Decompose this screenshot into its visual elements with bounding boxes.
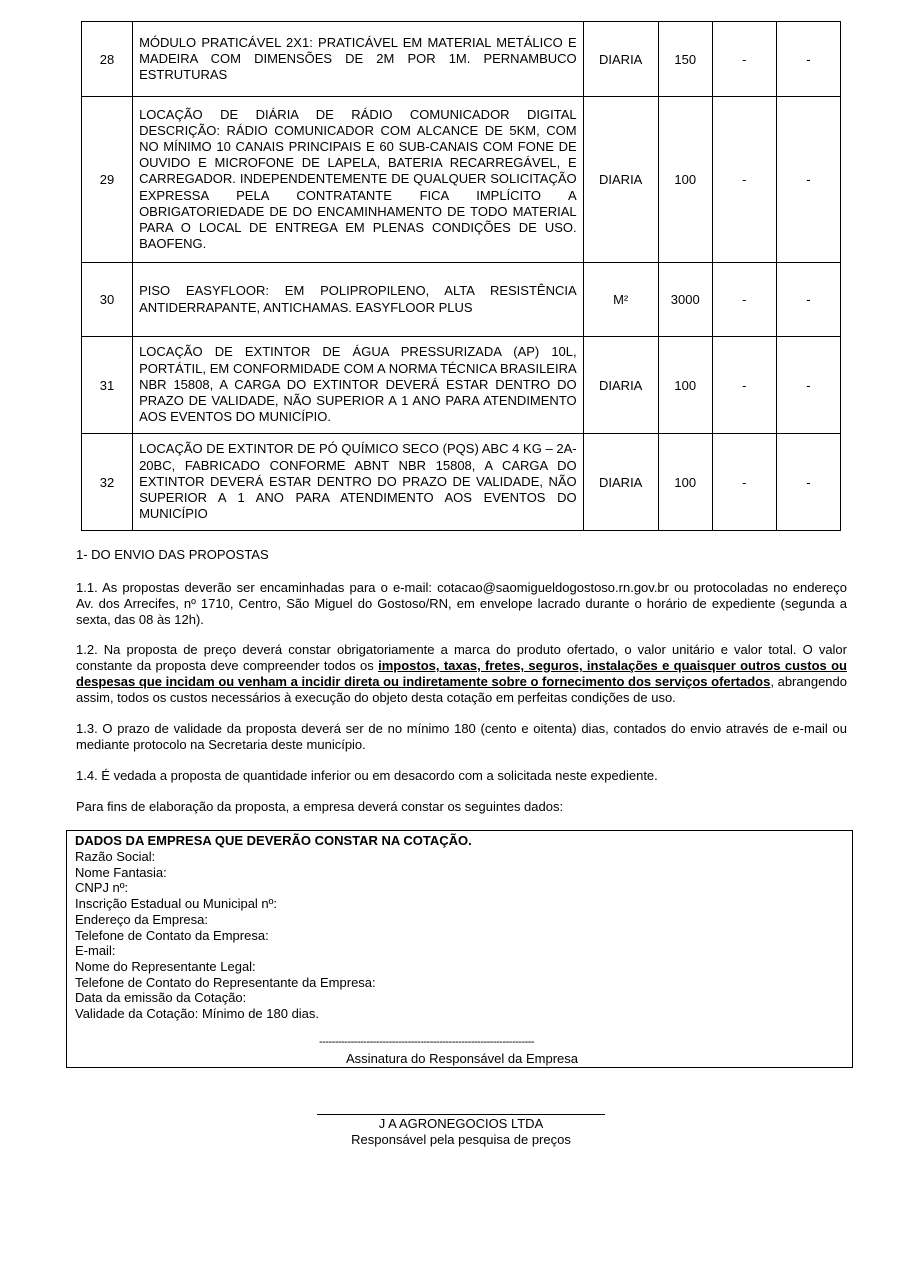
item-number: 28 — [82, 22, 133, 97]
item-total-price: - — [776, 337, 840, 434]
item-description: MÓDULO PRATICÁVEL 2X1: PRATICÁVEL EM MATERIAL METÁLICO E MADEIRA COM DIMENSÕES DE 2M POR 1M. PERNAMBUCO ESTRUTURAS — [133, 22, 584, 97]
item-unit-price: - — [712, 22, 776, 97]
footer-company-name: J A AGRONEGOCIOS LTDA — [378, 1116, 544, 1131]
item-description: LOCAÇÃO DE EXTINTOR DE PÓ QUÍMICO SECO (PQS) ABC 4 KG – 2A-20BC, FABRICADO CONFORME ABNT NBR 15808, A CARGA DO EXTINTOR DEVERÁ ESTAR DENTRO DO PRAZO DE VALIDADE, NÃO SUPERIOR A 1 ANO PARA ATENDIMENTO AOS EVENTOS DO MUNICÍPIO — [133, 434, 584, 531]
company-data-title: DADOS DA EMPRESA QUE DEVERÃO CONSTAR NA COTAÇÃO. — [75, 833, 472, 848]
item-unit: DIARIA — [583, 22, 658, 97]
field-label: Nome do Representante Legal: — [75, 958, 256, 974]
field-label: Data da emissão da Cotação: — [75, 990, 247, 1006]
field-label: Telefone de Contato da Empresa: — [75, 927, 269, 943]
item-quantity: 100 — [658, 97, 712, 263]
item-number: 29 — [82, 97, 133, 263]
paragraph-1-4: 1.4. É vedada a proposta de quantidade inferior ou em desacordo com a solicitada neste expediente. — [76, 768, 658, 783]
item-description: LOCAÇÃO DE EXTINTOR DE ÁGUA PRESSURIZADA (AP) 10L, PORTÁTIL, EM CONFORMIDADE COM A NORMA TÉCNICA BRASILEIRA NBR 15808, A CARGA DO EXTINTOR DEVERÁ ESTAR DENTRO DO PRAZO DE VALIDADE, NÃO SUPERIOR A 1 ANO PARA ATENDIMENTO AOS EVENTOS DO MUNICÍPIO. — [133, 337, 584, 434]
table-row — [82, 97, 841, 263]
items-table — [81, 21, 841, 531]
footer-role: Responsável pela pesquisa de preços — [351, 1132, 571, 1147]
item-unit: DIARIA — [583, 97, 658, 263]
item-unit: M² — [583, 263, 658, 337]
item-description: LOCAÇÃO DE DIÁRIA DE RÁDIO COMUNICADOR DIGITAL DESCRIÇÃO: RÁDIO COMUNICADOR COM ALCANCE DE 5KM, COM NO MÍNIMO 10 CANAIS PRINCIPAIS E 60 SUB-CANAIS COM FONE DE OUVIDO E MICROFONE DE LAPELA, BATERIA RECARREGÁVEL, E CARREGADOR. INDEPENDENTEMENTE DE QUALQUER SOLICITAÇÃO EXPRESSA PELA CONTRATANTE FICA IMPLÍCITO A OBRIGATORIEDADE DE DO ENCAMINHAMENTO DE TODO MATERIAL PARA O LOCAL DE ENTREGA EM PLENAS CONDIÇÕES DE USO. BAOFENG. — [133, 97, 584, 263]
item-unit: DIARIA — [583, 337, 658, 434]
item-number: 32 — [82, 434, 133, 531]
field-label: Telefone de Contato do Representante da Empresa: — [75, 974, 376, 990]
company-data-box — [66, 830, 853, 1068]
item-quantity: 3000 — [658, 263, 712, 337]
item-total-price: - — [776, 263, 840, 337]
table-row — [82, 22, 841, 97]
item-quantity: 150 — [658, 22, 712, 97]
paragraph-1-2 — [76, 642, 847, 706]
item-total-price: - — [776, 434, 840, 531]
footer-signature-line — [317, 1114, 605, 1115]
field-label: Nome Fantasia: — [75, 864, 167, 880]
table-row — [82, 434, 841, 531]
paragraph-1-1: 1.1. As propostas deverão ser encaminhadas para o e-mail: cotacao@saomigueldogostoso.rn.gov.br ou protocoladas no endereço Av. dos Arrecifes, nº 1710, Centro, São Miguel do Gostoso/RN, em envelope lacrado durante o horário de expediente (segunda a sexta, das 08 às 12h). — [76, 580, 847, 627]
item-quantity: 100 — [658, 337, 712, 434]
field-label: Razão Social: — [75, 849, 156, 864]
field-label: Validade da Cotação: Mínimo de 180 dias. — [75, 1006, 320, 1022]
signature-label: Assinatura do Responsável da Empresa — [346, 1051, 578, 1066]
item-number: 31 — [82, 337, 133, 434]
paragraph-1-2-emphasis: impostos, taxas, fretes, seguros, instalações e quaisquer outros custos ou despesas que incidam ou venham a incidir direta ou indiretamente sobre o fornecimento dos serviços ofertados — [76, 658, 847, 689]
paragraph-1-2-text-end: , abrangendo assim, todos os custos necessários à execução do objeto desta cotação em perfeitas condições de uso. — [76, 674, 847, 705]
item-unit-price: - — [712, 337, 776, 434]
item-unit-price: - — [712, 97, 776, 263]
item-unit-price: - — [712, 434, 776, 531]
item-unit: DIARIA — [583, 434, 658, 531]
section-heading: 1- DO ENVIO DAS PROPOSTAS — [76, 547, 269, 562]
paragraph-1-3: 1.3. O prazo de validade da proposta deverá ser de no mínimo 180 (cento e oitenta) dias, contados do envio através de e-mail ou mediante protocolo na Secretaria deste município. — [76, 721, 847, 752]
paragraph-1-2-text: 1.2. Na proposta de preço deverá constar obrigatoriamente a marca do produto ofertado, o valor unitário e valor total. O valor constante da proposta deve compreender todos os — [76, 642, 847, 673]
item-unit-price: - — [712, 263, 776, 337]
field-label: Endereço da Empresa: — [75, 911, 208, 927]
item-total-price: - — [776, 22, 840, 97]
paragraph-instructions: Para fins de elaboração da proposta, a empresa deverá constar os seguintes dados: — [76, 799, 564, 814]
field-label: E-mail: — [75, 943, 116, 959]
field-label: Inscrição Estadual ou Municipal nº: — [75, 896, 278, 912]
item-quantity: 100 — [658, 434, 712, 531]
signature-line: -------------------------------------------------------------------- — [319, 1036, 535, 1048]
table-row — [82, 263, 841, 337]
company-data-fields — [75, 849, 376, 1022]
item-total-price: - — [776, 97, 840, 263]
table-row — [82, 337, 841, 434]
item-number: 30 — [82, 263, 133, 337]
item-description: PISO EASYFLOOR: EM POLIPROPILENO, ALTA RESISTÊNCIA ANTIDERRAPANTE, ANTICHAMAS. EASYFLOOR PLUS — [133, 263, 584, 337]
field-label: CNPJ nº: — [75, 880, 129, 896]
